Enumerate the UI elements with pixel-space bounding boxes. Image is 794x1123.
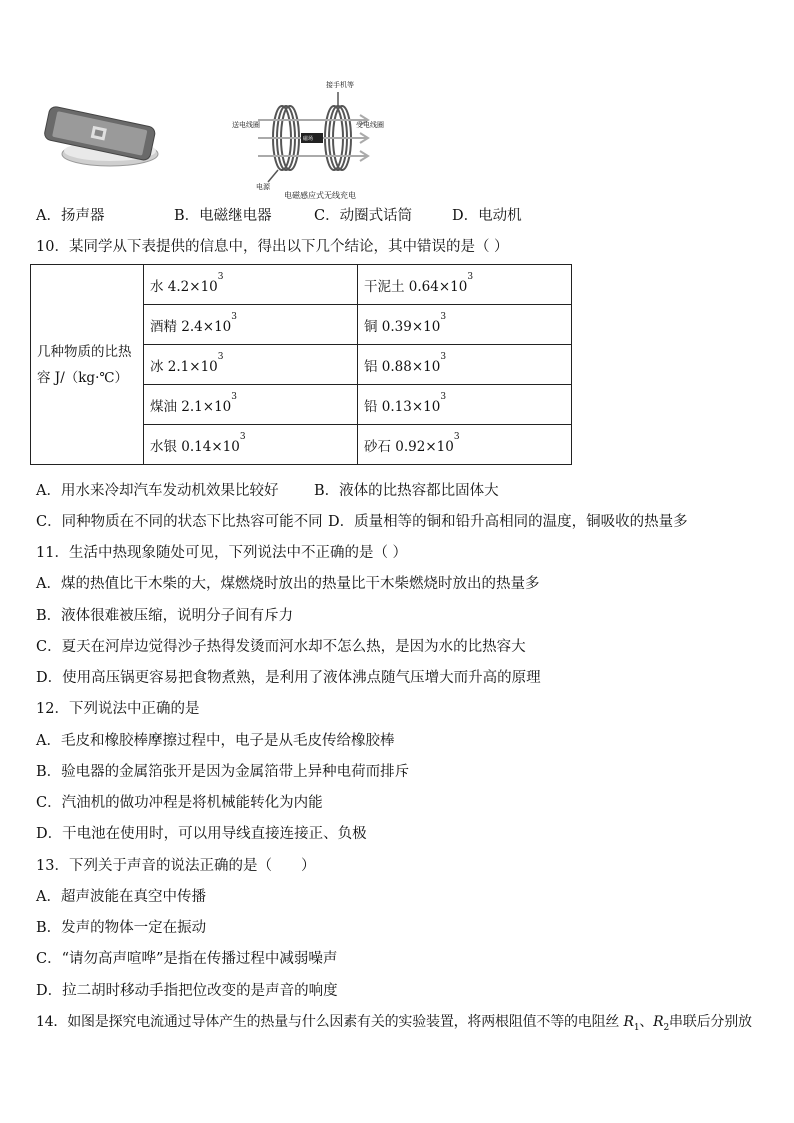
q13-option-c[interactable]: C．“请勿高声喧哗”是指在传播过程中减弱噪声 (36, 951, 338, 967)
table-cell-water: 水 $4.2\times 10^3$ (144, 265, 358, 305)
q10-option-c[interactable]: C．同种物质在不同的状态下比热容可能不同 (36, 514, 323, 530)
table-cell-alcohol: 酒精 $2.4\times 10^3$ (144, 305, 358, 345)
table-cell-gravel: 砂石 $0.92\times 10^3$ (358, 425, 572, 465)
q12-option-d[interactable]: D．干电池在使用时，可以用导线直接连接正、负极 (36, 826, 367, 842)
figure-row (0, 70, 794, 200)
q13-option-d[interactable]: D．拉二胡时移动手指把位改变的是声音的响度 (36, 983, 338, 999)
q13-stem: 13．下列关于声音的说法正确的是（ ） (36, 858, 316, 874)
q14-stem: 14．如图是探究电流通过导体产生的热量与什么因素有关的实验装置，将两根阻值不等的电阻丝 $R_1$、$R_2$串联后分别放 (36, 1014, 752, 1033)
label-receiver-device: 接手机等 (326, 81, 354, 89)
table-row-header (31, 265, 144, 465)
table-cell-ice: 冰 $2.1\times 10^3$ (144, 345, 358, 385)
q9-option-b[interactable]: B．电磁继电器 (174, 208, 272, 224)
specific-heat-table (30, 264, 572, 465)
row-header-line1: 几种物质的比热 (37, 343, 132, 360)
figure-caption: 电磁感应式无线充电 (284, 191, 356, 200)
q10-option-d[interactable]: D．质量相等的铜和铅升高相同的温度，铜吸收的热量多 (328, 514, 688, 530)
table-cell-kerosene: 煤油 $2.1\times 10^3$ (144, 385, 358, 425)
label-magnetic-field: 磁场 (303, 136, 314, 142)
q11-option-d[interactable]: D．使用高压锅更容易把食物煮熟，是利用了液体沸点随气压增大而升高的原理 (36, 670, 541, 686)
q11-stem: 11．生活中热现象随处可见，下列说法中不正确的是（ ） (36, 545, 408, 561)
table-cell-mercury: 水银 $0.14\times 10^3$ (144, 425, 358, 465)
label-transmit-coil: 送电线圈 (232, 121, 260, 129)
q10-option-b[interactable]: B．液体的比热容都比固体大 (314, 483, 499, 499)
q9-option-c[interactable]: C．动圈式话筒 (314, 208, 413, 224)
q14-stem-end: 串联后分别放 (669, 1014, 752, 1030)
q12-stem: 12．下列说法中正确的是 (36, 701, 200, 717)
q14-stem-start: 14．如图是探究电流通过导体产生的热量与什么因素有关的实验装置，将两根阻值不等的电阻丝 (36, 1014, 624, 1030)
table-cell-lead: 铅 $0.13\times 10^3$ (358, 385, 572, 425)
row-header-line2: 容 J/（kg·℃） (37, 369, 128, 386)
q12-option-a[interactable]: A．毛皮和橡胶棒摩擦过程中，电子是从毛皮传给橡胶棒 (36, 733, 395, 749)
q10-stem: 10．某同学从下表提供的信息中，得出以下几个结论，其中错误的是（ ） (36, 239, 509, 255)
phone-on-charger-image (38, 102, 168, 174)
q11-option-b[interactable]: B．液体很难被压缩，说明分子间有斥力 (36, 608, 294, 624)
q11-option-c[interactable]: C．夏天在河岸边觉得沙子热得发烫而河水却不怎么热，是因为水的比热容大 (36, 639, 526, 655)
q9-option-a[interactable]: A．扬声器 (36, 208, 105, 224)
table-cell-dry-soil: 干泥土 $0.64\times 10^3$ (358, 265, 572, 305)
resistor-r2: R (653, 1014, 664, 1030)
q9-option-d[interactable]: D．电动机 (452, 208, 522, 224)
q12-option-b[interactable]: B．验电器的金属箔张开是因为金属箔带上异种电荷而排斥 (36, 764, 410, 780)
q13-option-b[interactable]: B．发声的物体一定在振动 (36, 920, 207, 936)
resistor-r1: R (623, 1014, 634, 1030)
table-cell-copper: 铜 $0.39\times 10^3$ (358, 305, 572, 345)
label-power-source: 电源 (256, 183, 270, 191)
q11-option-a[interactable]: A．煤的热值比干木柴的大，煤燃烧时放出的热量比干木柴燃烧时放出的热量多 (36, 576, 540, 592)
wireless-charging-diagram (232, 80, 388, 200)
q12-option-c[interactable]: C．汽油机的做功冲程是将机械能转化为内能 (36, 795, 323, 811)
q13-option-a[interactable]: A．超声波能在真空中传播 (36, 889, 206, 905)
table-cell-aluminum: 铝 $0.88\times 10^3$ (358, 345, 572, 385)
q10-option-a[interactable]: A．用水来冷却汽车发动机效果比较好 (36, 483, 279, 499)
label-receive-coil: 受电线圈 (356, 121, 384, 129)
